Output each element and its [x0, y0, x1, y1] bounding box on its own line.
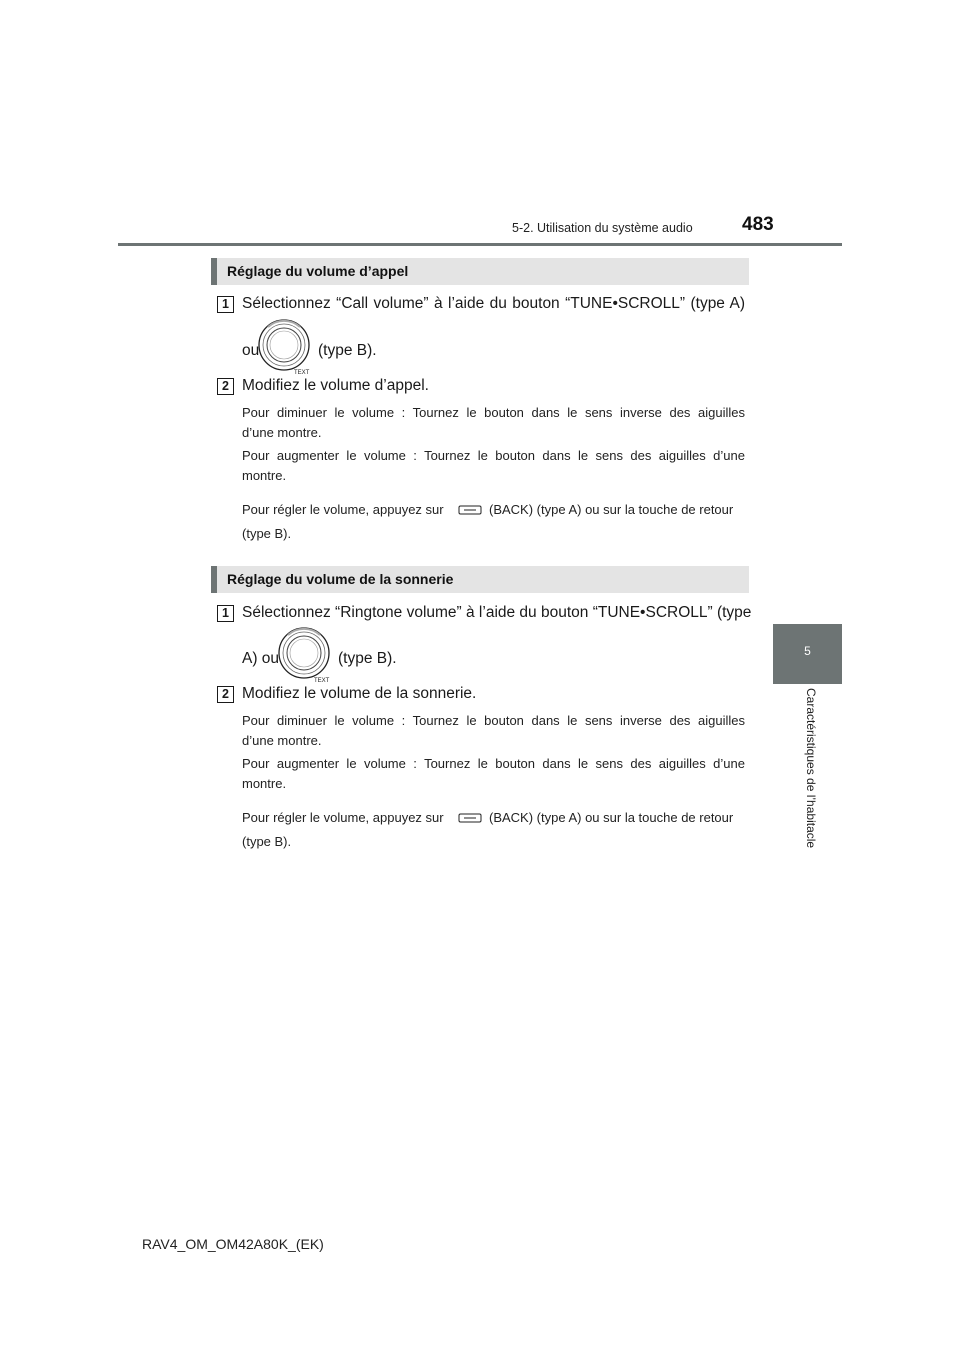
note-line: montre.: [242, 776, 287, 791]
step-number: 2: [217, 686, 234, 703]
step-instruction: Sélectionnez “Call volume” à l’aide du bouton “TUNE•SCROLL” (type A): [242, 295, 745, 312]
step-instruction: Sélectionnez “Ringtone volume” à l’aide du bouton “TUNE•SCROLL” (type: [242, 604, 752, 621]
section-title: Réglage du volume d’appel: [227, 263, 409, 279]
step-instruction: Modifiez le volume de la sonnerie.: [242, 685, 477, 702]
step-instruction-cont: ou: [242, 342, 260, 359]
note-line: Pour augmenter le volume : Tournez le bouton dans le sens des aiguilles d’une: [242, 448, 745, 463]
step-number: 1: [217, 296, 234, 313]
back-button-icon: [458, 813, 482, 823]
step-instruction-cont: (type B).: [318, 342, 377, 359]
note-line: Pour régler le volume, appuyez sur: [242, 502, 444, 517]
note-line: d’une montre.: [242, 733, 322, 748]
svg-text:TEXT: TEXT: [314, 678, 330, 684]
tune-knob-icon: [256, 318, 314, 376]
chapter-number: 5: [804, 644, 811, 658]
section-header-call-volume: [211, 258, 749, 285]
back-button-icon: [458, 505, 482, 515]
note-line: Pour augmenter le volume : Tournez le bouton dans le sens des aiguilles d’une: [242, 756, 745, 771]
page-number: 483: [742, 214, 774, 235]
section-header-ringtone-volume: [211, 566, 749, 593]
note-line: Pour régler le volume, appuyez sur: [242, 810, 444, 825]
chapter-tab: [773, 624, 842, 684]
svg-text:TEXT: TEXT: [294, 370, 310, 376]
step-number: 1: [217, 605, 234, 622]
step-instruction-cont: A) ou: [242, 650, 280, 667]
section-breadcrumb: 5-2. Utilisation du système audio: [512, 221, 693, 235]
note-line: Pour diminuer le volume : Tournez le bouton dans le sens inverse des aiguilles: [242, 713, 745, 728]
section-title: Réglage du volume de la sonnerie: [227, 571, 454, 587]
step-instruction: Modifiez le volume d’appel.: [242, 377, 429, 394]
note-line: (type B).: [242, 526, 292, 541]
document-code: RAV4_OM_OM42A80K_(EK): [142, 1236, 324, 1252]
step-instruction-cont: (type B).: [338, 650, 397, 667]
note-line: d’une montre.: [242, 425, 322, 440]
note-line: (type B).: [242, 834, 292, 849]
note-line: montre.: [242, 468, 287, 483]
step-number: 2: [217, 378, 234, 395]
chapter-label: Caractéristiques de l’habitacle: [804, 688, 818, 849]
note-line: (BACK) (type A) ou sur la touche de retour: [489, 502, 734, 517]
tune-knob-icon: [276, 626, 334, 684]
note-line: (BACK) (type A) ou sur la touche de retour: [489, 810, 734, 825]
header-divider: [118, 243, 842, 246]
note-line: Pour diminuer le volume : Tournez le bouton dans le sens inverse des aiguilles: [242, 405, 745, 420]
